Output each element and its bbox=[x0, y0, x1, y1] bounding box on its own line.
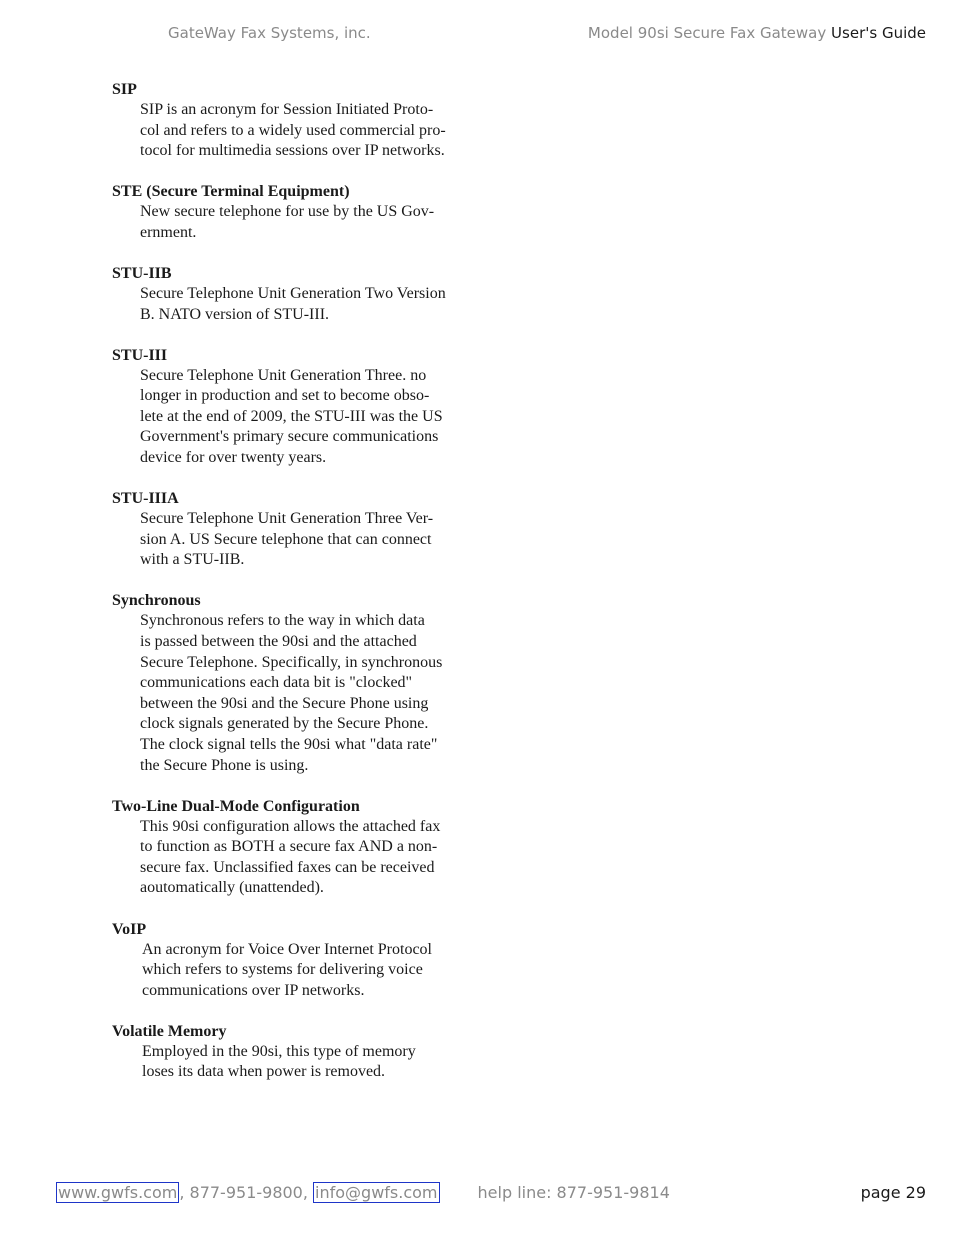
glossary-term: STU-III bbox=[112, 346, 168, 364]
glossary-term: SIP bbox=[112, 81, 137, 98]
glossary-definition: An acronym for Voice Over Internet Protocol which refers to systems for delivering voice communications over IP networks. bbox=[142, 940, 432, 999]
glossary-term: VoIP bbox=[112, 920, 147, 938]
glossary-term: Volatile Memory bbox=[112, 1022, 227, 1040]
email-link[interactable]: info@gwfs.com bbox=[315, 1183, 438, 1202]
header-product: Model 90si Secure Fax Gateway bbox=[587, 24, 827, 42]
glossary-term: STU-IIIA bbox=[112, 490, 179, 508]
footer-phone: , 877-951-9800, bbox=[179, 1183, 314, 1202]
glossary-list bbox=[112, 80, 492, 1104]
glossary-entry bbox=[112, 797, 492, 899]
glossary-definition: SIP is an acronym for Session Initiated Proto- col and refers to a widely used commercial pro- tocol for multimedia sessions over IP networks. bbox=[140, 101, 446, 160]
glossary-entry bbox=[112, 591, 492, 776]
header-title bbox=[588, 24, 926, 42]
footer-helpline: help line: 877-951-9814 bbox=[477, 1183, 670, 1202]
glossary-definition: Secure Telephone Unit Generation Two Version B. NATO version of STU-III. bbox=[140, 284, 446, 323]
glossary-entry bbox=[112, 489, 492, 571]
glossary-entry bbox=[112, 1022, 492, 1083]
glossary-term: STU-IIB bbox=[112, 264, 172, 282]
glossary-entry bbox=[112, 920, 492, 1002]
glossary-definition: New secure telephone for use by the US Gov- ernment. bbox=[140, 203, 435, 241]
glossary-definition: Secure Telephone Unit Generation Three Ver- sion A. US Secure telephone that can connect with a STU-IIB. bbox=[140, 510, 434, 569]
glossary-entry bbox=[112, 346, 492, 469]
glossary-term: Synchronous bbox=[112, 592, 201, 610]
header-company: GateWay Fax Systems, inc. bbox=[168, 24, 371, 42]
glossary-entry bbox=[112, 80, 492, 162]
page-number: page 29 bbox=[860, 1183, 926, 1202]
glossary-definition: Employed in the 90si, this type of memory loses its data when power is removed. bbox=[142, 1042, 416, 1081]
header-guide: User's Guide bbox=[831, 24, 926, 42]
glossary-entry bbox=[112, 264, 492, 325]
website-link[interactable]: www.gwfs.com bbox=[58, 1183, 178, 1202]
glossary-definition: Secure Telephone Unit Generation Three. no longer in production and set to become obso- lete at the end of 2009, the STU-III was the US Government's primary secure communications device for over twenty years. bbox=[140, 366, 443, 467]
glossary-entry bbox=[112, 182, 492, 243]
glossary-term: STE (Secure Terminal Equipment) bbox=[112, 183, 350, 201]
glossary-definition: This 90si configuration allows the attached fax to function as BOTH a secure fax AND a non- secure fax. Unclassified faxes can be received aoutomatically (unattended). bbox=[140, 817, 441, 897]
footer-contact bbox=[56, 1183, 670, 1202]
glossary-term: Two-Line Dual-Mode Configuration bbox=[112, 797, 360, 815]
glossary-definition: Synchronous refers to the way in which data is passed between the 90si and the attached Secure Telephone. Specifically, in synchronous communications each data bit is "clocked" between the 90si and the Secure Phone using clock signals generated by the Secure Phone. The clock signal tells the 90si what "data rate" the Secure Phone is using. bbox=[140, 612, 443, 774]
